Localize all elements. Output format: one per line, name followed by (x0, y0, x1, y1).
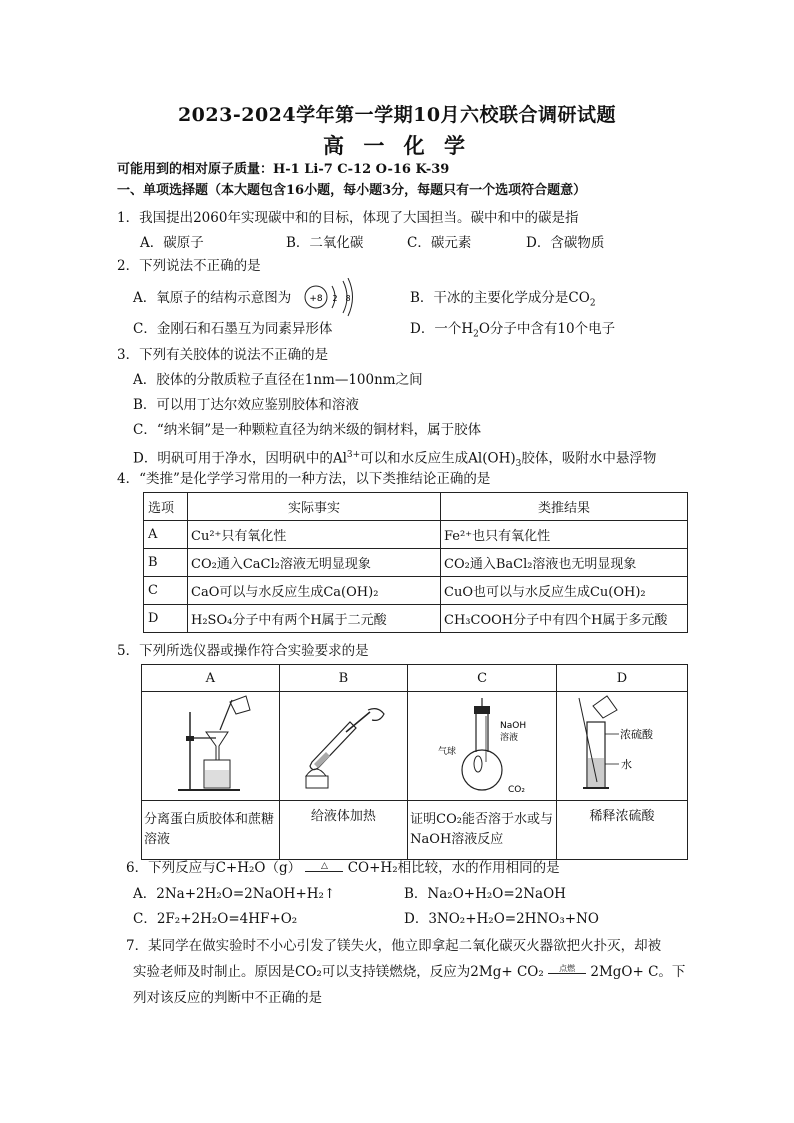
oxygen-atom-diagram (302, 278, 362, 318)
co2-label: CO₂ (508, 785, 526, 795)
apparatus-c-cell (408, 692, 557, 801)
q2-option-a: A．氧原子的结构示意图为 (133, 290, 292, 306)
q4-header-result: 类推结果 (441, 493, 688, 521)
q4-header-fact: 实际事实 (188, 493, 441, 521)
apparatus-d-cell (557, 692, 688, 801)
table-row: B CO₂通入CaCl₂溶液无明显现象 CO₂通入BaCl₂溶液也无明显现象 (144, 549, 688, 577)
q6-option-c: C．2F₂+2H₂O=4HF+O₂ (133, 911, 298, 927)
q2-stem: 2．下列说法不正确的是 (117, 258, 261, 274)
naoh-label: NaOH (500, 721, 527, 731)
q5-header-row: A B C D (142, 665, 688, 692)
q1-stem: 1．我国提出2060年实现碳中和的目标，体现了大国担当。碳中和中的碳是指 (117, 210, 579, 226)
q3-stem: 3．下列有关胶体的说法不正确的是 (117, 347, 329, 363)
heating-test-tube-icon (288, 692, 398, 796)
q4-table-header (144, 493, 688, 521)
q3-option-a: A．胶体的分散质粒子直径在1nm—100nm之间 (133, 372, 423, 388)
apparatus-a-cell (142, 692, 280, 801)
q1-option-d: D．含碳物质 (526, 235, 605, 251)
q6-condition: △ (305, 862, 343, 872)
atom-shell1-label: 2 (332, 294, 338, 303)
q7-line-1: 7．某同学在做实验时不小心引发了镁失火，他立即拿起二氧化碳灭火器欲把火扑灭，却被 (126, 938, 662, 954)
atom-shell2-label: 8 (345, 294, 351, 303)
q5-caption-row: 分离蛋白质胶体和蔗糖溶液 给液体加热 证明CO₂能否溶于水或与NaOH溶液反应 稀释浓硫酸 (142, 801, 688, 860)
q3-option-b: B．可以用丁达尔效应鉴别胶体和溶液 (133, 397, 359, 413)
filtration-apparatus-icon (150, 692, 270, 796)
table-row: A Cu²⁺只有氧化性 Fe²⁺也只有氧化性 (144, 521, 688, 549)
q2-option-b: B．干冰的主要化学成分是$CO_2$ (410, 290, 596, 309)
q4-table (143, 492, 688, 633)
q1-option-b: B．二氧化碳 (286, 235, 364, 251)
q6-option-a: A．2Na+2H₂O=2NaOH+H₂↑ (133, 886, 336, 902)
q6-stem: 6．下列反应与C+H₂O（g） △ CO+H₂相比较，水的作用相同的是 (126, 860, 560, 876)
water-label: 水 (621, 758, 632, 771)
q7-line-2: 实验老师及时制止。原因是CO₂可以支持镁燃烧，反应为2Mg+ CO₂ 点燃 2MgO+ C。下 (133, 964, 686, 980)
q5-table (141, 664, 688, 860)
q3-option-c: C．“纳米铜”是一种颗粒直径为纳米级的铜材料，属于胶体 (133, 422, 482, 438)
q6-option-d: D．3NO₂+H₂O=2HNO₃+NO (404, 911, 599, 927)
q2-option-d: D．一个$H_2O$分子中含有10个电子 (410, 321, 616, 340)
q3-option-d: D．明矾可用于净水，因明矾中的$Al^{3+}$可以和水反应生成$Al(OH)_3$胶体，吸附水中悬浮物 (133, 450, 657, 470)
flask-balloon-icon (412, 692, 552, 796)
q2-option-c: C．金刚石和石墨互为同素异形体 (133, 321, 333, 337)
dilution-cylinder-icon (557, 692, 687, 796)
q5-stem: 5．下列所选仪器或操作符合实验要求的是 (117, 643, 369, 659)
atom-nucleus-label: +8 (309, 294, 323, 304)
q7-condition: 点燃 (548, 965, 586, 974)
table-row: C CaO可以与水反应生成Ca(OH)₂ CuO也可以与水反应生成Cu(OH)₂ (144, 577, 688, 605)
q6-option-b: B．Na₂O+H₂O=2NaOH (404, 886, 566, 902)
solution-label: 溶液 (500, 733, 519, 743)
q4-header-option: 选项 (144, 493, 188, 521)
q1-option-a: A．碳原子 (140, 235, 204, 251)
table-row: D H₂SO₄分子中有两个H属于二元酸 CH₃COOH分子中有四个H属于多元酸 (144, 605, 688, 633)
apparatus-b-cell (279, 692, 408, 801)
q7-line-3: 列对该反应的判断中不正确的是 (133, 990, 322, 1006)
exam-title: 2023-2024学年第一学期10月六校联合调研试题 (177, 104, 617, 126)
acid-label: 浓硫酸 (620, 728, 653, 741)
atomic-masses: 可能用到的相对原子质量：H-1 Li-7 C-12 O-16 K-39 (117, 162, 450, 177)
q1-option-c: C．碳元素 (407, 235, 472, 251)
balloon-label: 气球 (438, 747, 457, 757)
section-1-heading: 一、单项选择题（本大题包含16小题，每小题3分，每题只有一个选项符合题意） (117, 183, 587, 198)
q4-stem: 4．“类推”是化学学习常用的一种方法，以下类推结论正确的是 (117, 471, 491, 487)
q5-image-row (142, 692, 688, 801)
exam-subject: 高 一 化 学 (323, 133, 471, 158)
